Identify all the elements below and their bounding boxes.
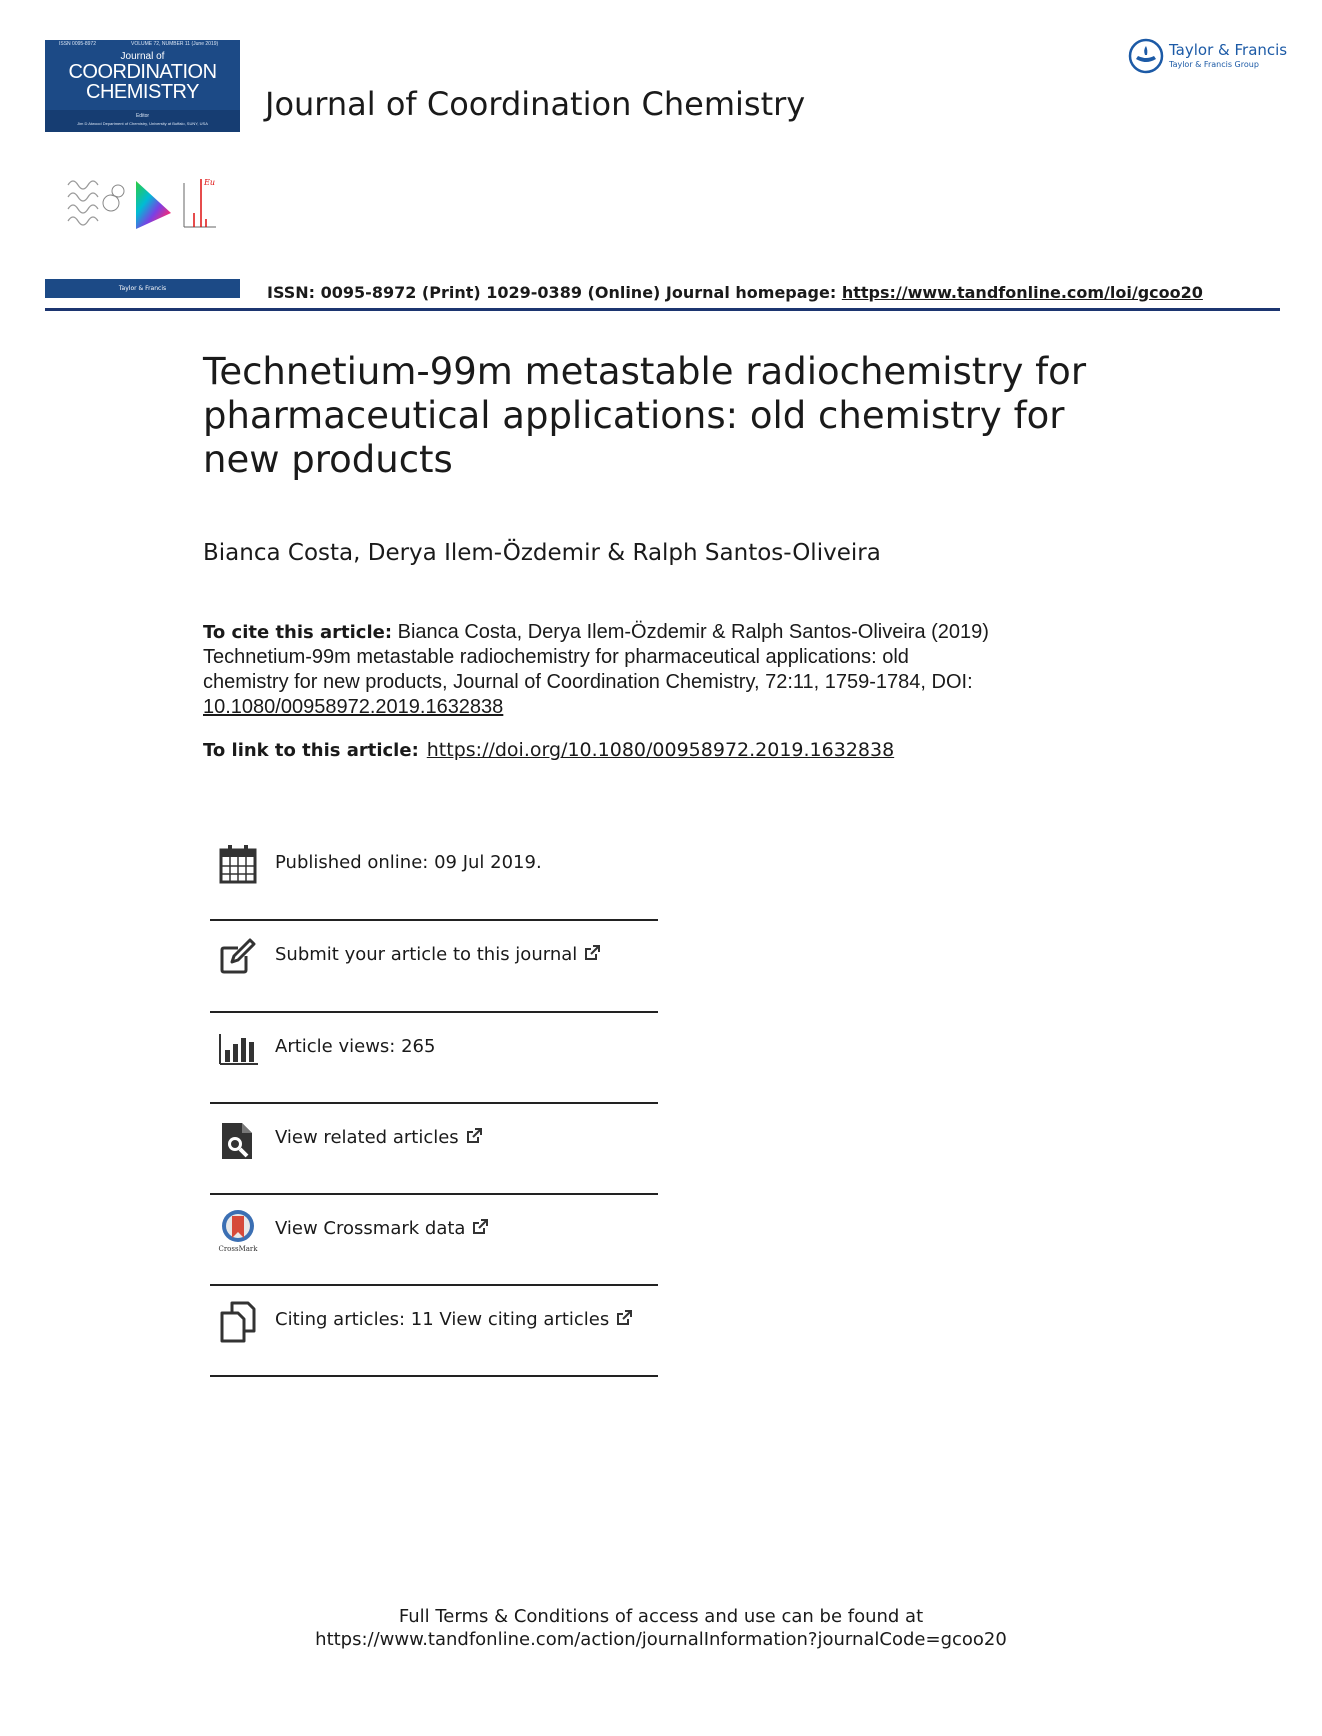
citing-articles-label: Citing articles: 11 View citing articles [275, 1309, 610, 1330]
info-submit[interactable] [210, 922, 658, 1012]
citation-line2: Technetium-99m metastable radiochemistry for pharmaceutical applications: old [203, 646, 909, 668]
article-title-line1: Technetium-99m metastable radiochemistry for [203, 350, 1087, 393]
publisher-logo[interactable] [1128, 38, 1288, 78]
info-published-text: Published online: 09 Jul 2019. [275, 852, 542, 873]
info-submit-text[interactable] [275, 944, 601, 965]
cover-publisher-bar: Taylor & Francis [45, 279, 240, 298]
publisher-name: Taylor & Francis [1169, 41, 1288, 59]
info-citing[interactable] [210, 1287, 658, 1377]
edit-icon [218, 934, 258, 978]
search-document-icon [218, 1117, 258, 1161]
article-link-label: To link to this article: [203, 740, 419, 761]
cover-journal-of: Journal of [120, 51, 165, 62]
citation-doi-link[interactable]: 10.1080/00958972.2019.1632838 [203, 696, 504, 718]
header-divider [45, 308, 1280, 311]
info-citing-text[interactable] [275, 1309, 633, 1330]
crossmark-data-label: View Crossmark data [275, 1218, 466, 1239]
cover-title-line1: COORDINATION [68, 61, 217, 83]
calendar-icon [218, 842, 258, 886]
info-published [210, 830, 658, 920]
journal-cover [45, 40, 240, 132]
cover-art-label: Eu [204, 178, 215, 187]
crossmark-label: CrossMark [218, 1245, 258, 1252]
cover-editor-bar [45, 110, 240, 132]
info-divider [210, 1284, 658, 1286]
info-divider [210, 1193, 658, 1195]
cover-editor-label: Editor [135, 113, 150, 119]
info-divider [210, 1102, 658, 1104]
info-views-text: Article views: 265 [275, 1036, 436, 1057]
info-divider [210, 1011, 658, 1013]
citation-line1: Bianca Costa, Derya Ilem-Özdemir & Ralph Santos-Oliveira (2019) [392, 621, 989, 643]
journal-homepage-link[interactable]: https://www.tandfonline.com/loi/gcoo20 [841, 283, 1203, 302]
info-divider [210, 1375, 658, 1377]
issn-text: ISSN: 0095-8972 (Print) 1029-0389 (Online) Journal homepage: [267, 283, 842, 302]
article-title-line2: pharmaceutical applications: old chemistry for [203, 394, 1065, 437]
issn-line [267, 283, 1203, 302]
crossmark-icon [218, 1208, 258, 1252]
citation-label: To cite this article: [203, 622, 393, 643]
article-title [203, 350, 1163, 482]
cover-title [45, 62, 240, 102]
related-articles-label: View related articles [275, 1127, 459, 1148]
article-title-line3: new products [203, 438, 453, 481]
article-authors: Bianca Costa, Derya Ilem-Özdemir & Ralph Santos-Oliveira [203, 540, 881, 566]
bar-chart-icon [218, 1026, 258, 1070]
info-crossmark-text[interactable] [275, 1218, 489, 1239]
info-related-text[interactable] [275, 1127, 483, 1148]
article-link-line [203, 739, 894, 761]
external-link-icon [583, 944, 601, 962]
footer-terms-link[interactable]: https://www.tandfonline.com/action/journalInformation?journalCode=gcoo20 [315, 1629, 1007, 1650]
footer-terms [0, 1605, 1322, 1651]
cover-editor-name: Jim D Atwood Department of Chemistry, University at Buffalo, SUNY, USA [77, 121, 208, 126]
journal-title: Journal of Coordination Chemistry [265, 85, 806, 123]
article-doi-link[interactable]: https://doi.org/10.1080/00958972.2019.1632838 [426, 739, 895, 761]
info-crossmark[interactable] [210, 1196, 658, 1286]
cover-title-line2: CHEMISTRY [86, 81, 199, 103]
submit-article-label: Submit your article to this journal [275, 944, 578, 965]
documents-icon [218, 1299, 258, 1343]
info-related[interactable] [210, 1105, 658, 1195]
external-link-icon [615, 1309, 633, 1327]
external-link-icon [465, 1127, 483, 1145]
cover-volume: VOLUME 72, NUMBER 11 (June 2019) [131, 41, 219, 47]
cover-illustration [66, 173, 221, 233]
info-views [210, 1014, 658, 1104]
publisher-lamp-icon [1128, 38, 1164, 74]
citation-line3: chemistry for new products, Journal of Coordination Chemistry, 72:11, 1759-1784, DOI: [203, 671, 973, 693]
footer-line1: Full Terms & Conditions of access and use can be found at [398, 1606, 924, 1627]
info-divider [210, 919, 658, 921]
publisher-group: Taylor & Francis Group [1169, 60, 1259, 69]
citation-block [203, 620, 1083, 720]
cover-issn: ISSN 0095-8972 [59, 41, 96, 47]
external-link-icon [471, 1218, 489, 1236]
